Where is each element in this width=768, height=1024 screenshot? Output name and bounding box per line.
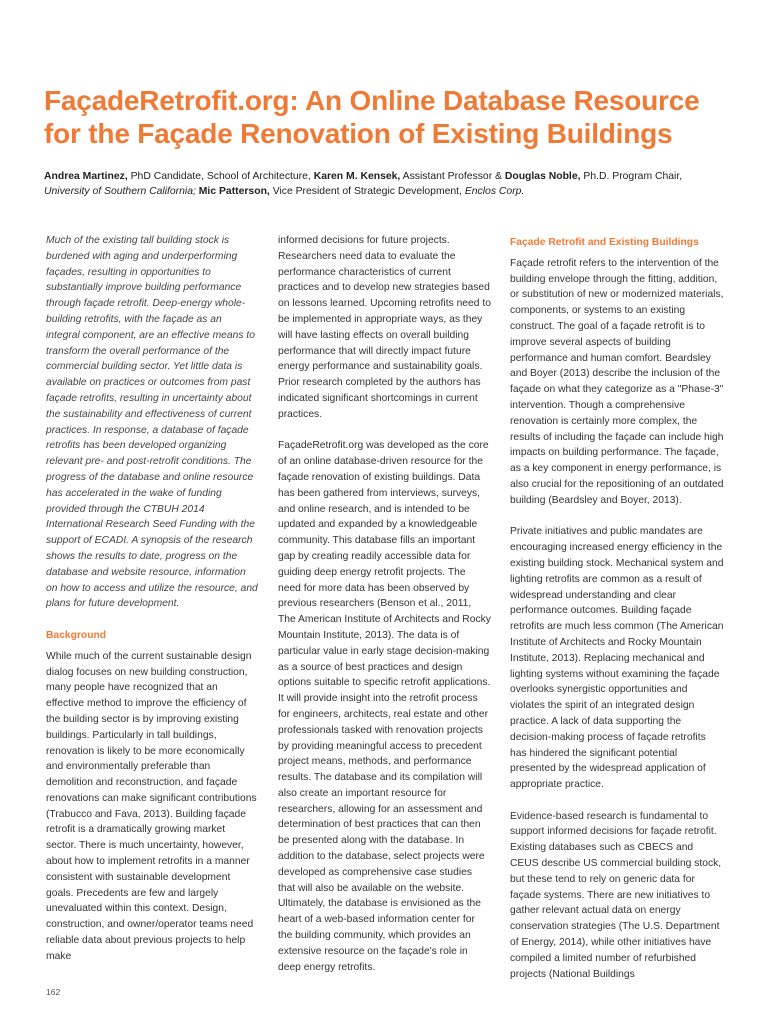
author-name: Douglas Noble,	[504, 171, 581, 182]
column-middle	[278, 233, 491, 991]
abstract-paragraph: Much of the existing tall building stock is burdened with aging and underperforming façades, resulting in opportunities to substantially improve building performance through façade retrofit. Deep-energy whole-building retrofits, with the façade as an integral component, are an effective means to transform the overall performance of the commercial building sector. Yet little data is available on practices or outcomes from past façade retrofits, resulting in uncertainty about the sustainability and effectiveness of current practices. In response, a database of façade retrofits has been developed organizing relevant pre- and post-retrofit conditions. The progress of the database and online resource has accelerated in the wake of funding provided through the CTBUH 2014 International Research Seed Funding with the support of ECADI. A synopsis of the research shows the results to date, progress on the database and website resource, information on how to access and utilize the resource, and plans for future development.	[46, 235, 258, 610]
article-title: FaçadeRetrofit.org: An Online Database Resource for the Façade Renovation of Existing Buildings	[44, 85, 700, 149]
body-paragraph: FaçadeRetrofit.org was developed as the core of an online database-driven resource for the façade renovation of existing buildings. Data has been gathered from interviews, surveys, and online research, and is intended to be updated and expanded by a knowledgeable community. This database fills an important gap by creating readily accessible data for guiding deep energy retrofit projects. The need for more data has been observed by previous researchers (Benson et al., 2011, The American Institute of Architects and Rocky Mountain Institute, 2013). The data is of particular value in early stage decision-making as a source of best practices and design options suitable to specific retrofit applications. It will provide insight into the retrofit process for engineers, architects, real estate and other professionals tasked with renovation projects by providing meaningful access to precedent project means, methods, and performance results. The database and its compilation will also create an important resource for researchers, allowing for an assessment and determination of best practices that can then be presented along with the database. In addition to the database, select projects were developed as comprehensive case studies that will also be available on the website. Ultimately, the database is envisioned as the heart of a web-based information center for the building community, which provides an extensive resource on the façade's role in deep energy retrofits.	[278, 440, 491, 973]
author-affiliation: Enclos Corp.	[464, 186, 525, 197]
body-paragraph: While much of the current sustainable design dialog focuses on new building construction, many people have recognized that an effective method to improve the efficiency of the building sector is by improving existing buildings. Particularly in tall buildings, renovation is likely to be more economically and environmentally preferable than demolition and reconstruction, and façade renovations can make significant contributions (Trabucco and Fava, 2013). Building façade retrofit is a dramatically growing market sector. There is much uncertainty, however, about how to implement retrofits in a manner consistent with sustainable development goals. Precedents are few and largely unevaluated within this context. Design, construction, and owner/operator teams need reliable data about previous projects to help make	[46, 650, 257, 962]
body-paragraph: Façade retrofit refers to the intervention of the building envelope through the fitting, addition, or substitution of new or modernized materials, components, or systems to an existing construct. The goal of a façade retrofit is to improve several aspects of building performance and human comfort. Beardsley and Boyer (2013) describe the inclusion of the façade on what they categorize as a "Phase-3" intervention. Though a comprehensive renovation is certainly more complex, the results of including the façade can include high impacts on building performance. The façade, as a key component in energy performance, is also crucial for the repositioning of an outdated building (Beardsley and Boyer, 2013).	[510, 257, 724, 506]
author-role: Vice President of Strategic Development,	[269, 186, 465, 197]
author-role: Assistant Professor &	[400, 171, 505, 182]
body-paragraph: Evidence-based research is fundamental to support informed decisions for façade retrofit. Existing databases such as CBECS and CEUS describe US commercial building stock, but these tend to rely on generic data for façade systems. There are new initiatives to gather relevant actual data on energy conservation strategies (The U.S. Department of Energy, 2014), while other initiatives have compiled a limited number of refurbished projects (National Buildings	[510, 810, 722, 980]
column-left	[46, 233, 258, 980]
author-name: Mic Patterson,	[195, 186, 270, 197]
page-number: 162	[46, 987, 61, 997]
author-role: PhD Candidate, School of Architecture,	[127, 171, 314, 182]
author-role: Ph.D. Program Chair,	[580, 171, 683, 182]
section-heading-facade-retrofit: Façade Retrofit and Existing Buildings	[510, 237, 699, 248]
author-block	[44, 169, 734, 199]
author-name: Andrea Martinez,	[44, 171, 128, 182]
body-paragraph: informed decisions for future projects. Researchers need data to evaluate the performance characteristics of current practices and to develop new strategies based on lessons learned. Upcoming retrofits need to be implemented in appropriate ways, as they will have lasting effects on overall building performance that will directly impact future energy performance and sustainability goals. Prior research completed by the authors has indicated significant shortcomings in current practices.	[278, 235, 491, 420]
author-affiliation: University of Southern California;	[44, 186, 196, 197]
column-right	[510, 233, 724, 998]
section-heading-background: Background	[46, 629, 107, 641]
body-paragraph: Private initiatives and public mandates are encouraging increased energy efficiency in the existing building stock. Mechanical system and lighting retrofits are common as a result of widespread understanding and clear performance outcomes. Building façade retrofits are much less common (The American Institute of Architects and Rocky Mountain Institute, 2013). Replacing mechanical and lighting systems without examining the façade overlooks synergistic opportunities and violates the spirit of an integrated design practice. A lack of data supporting the decision-making process of façade retrofits has hindered the significant potential presented by the widespread application of appropriate practice.	[510, 526, 724, 791]
author-name: Karen M. Kensek,	[313, 171, 401, 182]
